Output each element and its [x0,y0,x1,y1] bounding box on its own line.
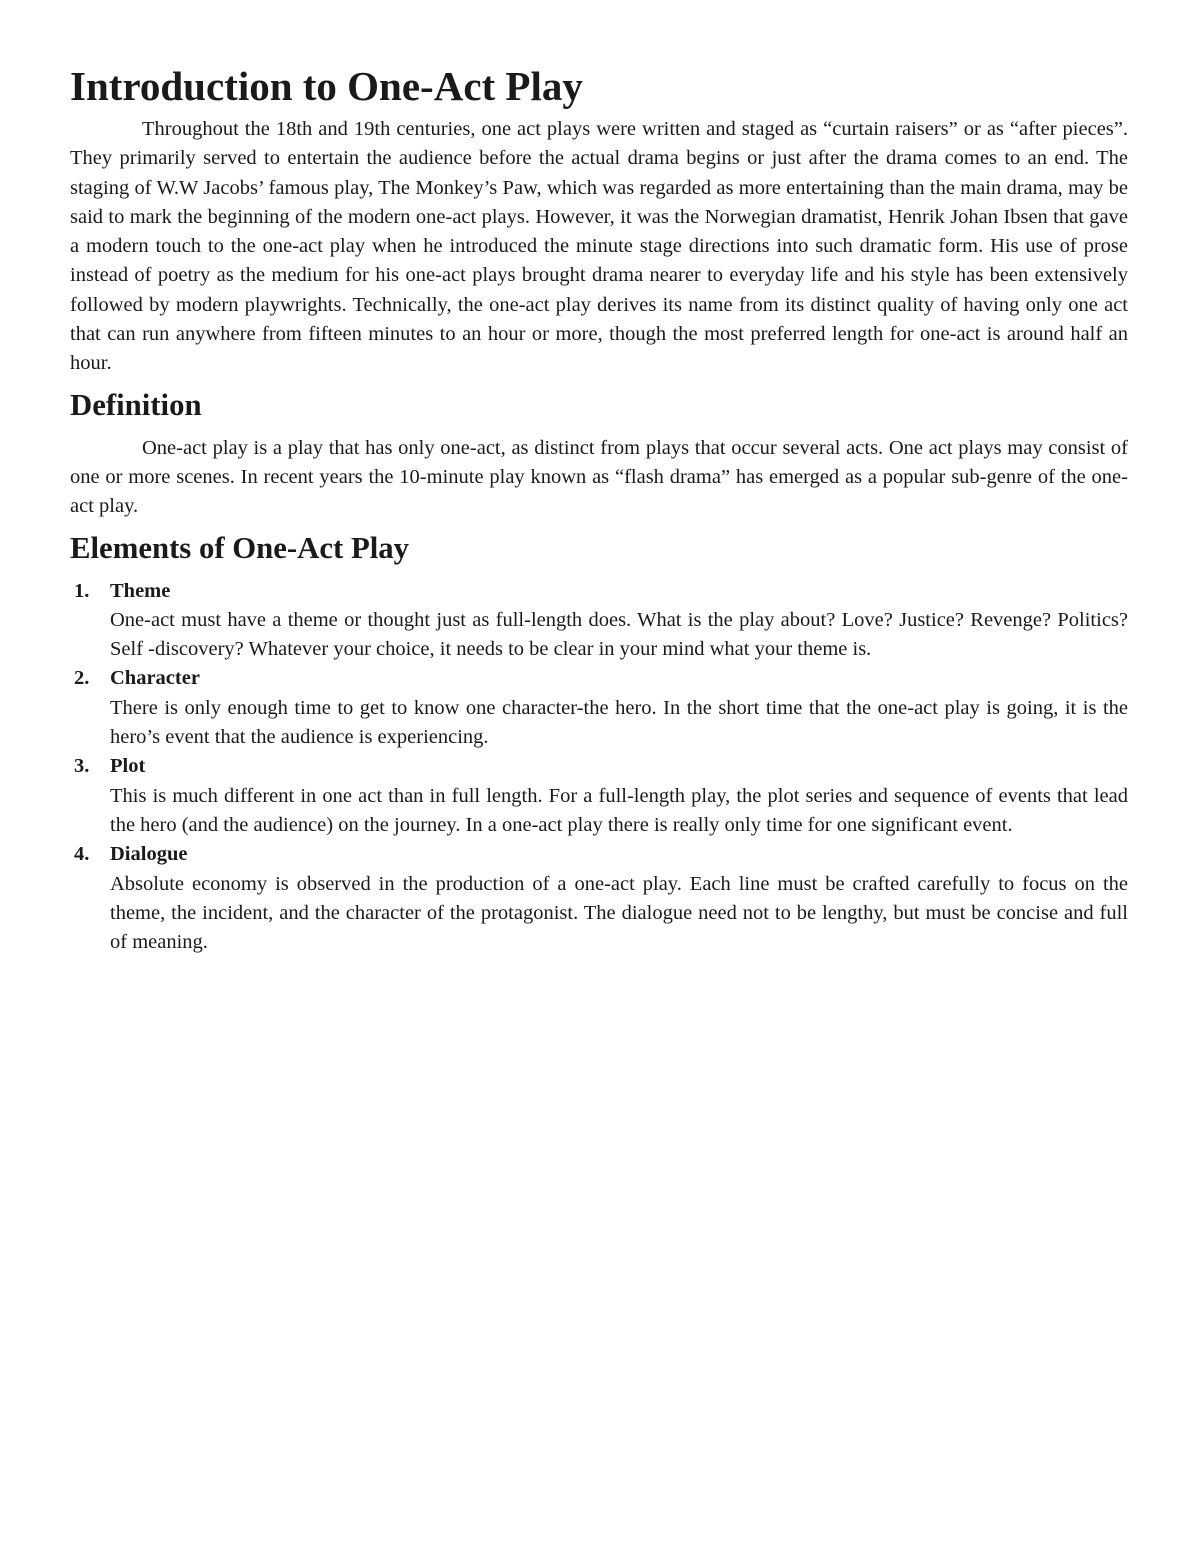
list-item-title: Dialogue [110,843,188,866]
list-item-title: Character [110,667,200,690]
definition-heading: Definition [70,387,202,422]
list-item-title: Theme [110,579,171,602]
list-item-number: 3. [74,755,90,778]
list-item-title: Plot [110,755,146,778]
elements-list [70,577,1128,958]
document-page [70,63,1128,957]
list-item-number: 1. [74,579,90,602]
list-item-body: Absolute economy is observed in the production of a one-act play. Each line must be crafted carefully to focus on the theme, the incident, and the character of the protagonist. The dialogue need not to be lengthy, but must be concise and full of meaning. [110,872,1128,954]
list-item-body: There is only enough time to get to know one character-the hero. In the short time that the one-act play is going, it is the hero’s event that the audience is experiencing. [110,696,1128,749]
list-item-character [70,664,1128,752]
definition-paragraph: One-act play is a play that has only one-act, as distinct from plays that occur several acts. One act plays may consist of one or more scenes. In recent years the 10-minute play known as “flash drama” has emerged as a popular sub-genre of the one-act play. [70,436,1128,518]
intro-heading: Introduction to One-Act Play [70,63,583,109]
list-item-plot [70,752,1128,840]
elements-heading: Elements of One-Act Play [70,530,410,565]
list-item-number: 4. [74,843,90,866]
list-item-body: This is much different in one act than in full length. For a full-length play, the plot series and sequence of events that lead the hero (and the audience) on the journey. In a one-act play there is really only time for one significant event. [110,784,1128,836]
list-item-theme [70,577,1128,665]
list-item-body: One-act must have a theme or thought just as full-length does. What is the play about? Love? Justice? Revenge? Politics? Self -discovery? Whatever your choice, it needs to be clear in your mind what your theme is. [110,608,1128,661]
list-item-number: 2. [74,667,90,690]
intro-paragraph: Throughout the 18th and 19th centuries, one act plays were written and staged as “curtain raisers” or as “after pieces”. They primarily served to entertain the audience before the actual drama begins or just after the drama comes to an end. The staging of W.W Jacobs’ famous play, The Monkey’s Paw, which was regarded as more entertaining than the main drama, may be said to mark the beginning of the modern one-act plays. However, it was the Norwegian dramatist, Henrik Johan Ibsen that gave a modern touch to the one-act play when he introduced the minute stage directions into such dramatic form. His use of prose instead of poetry as the medium for his one-act plays brought drama nearer to everyday life and his style has been extensively followed by modern playwrights. Technically, the one-act play derives its name from its distinct quality of having only one act that can run anywhere from fifteen minutes to an hour or more, though the most preferred length for one-act is around half an hour. [70,118,1128,375]
list-item-dialogue [70,840,1128,957]
